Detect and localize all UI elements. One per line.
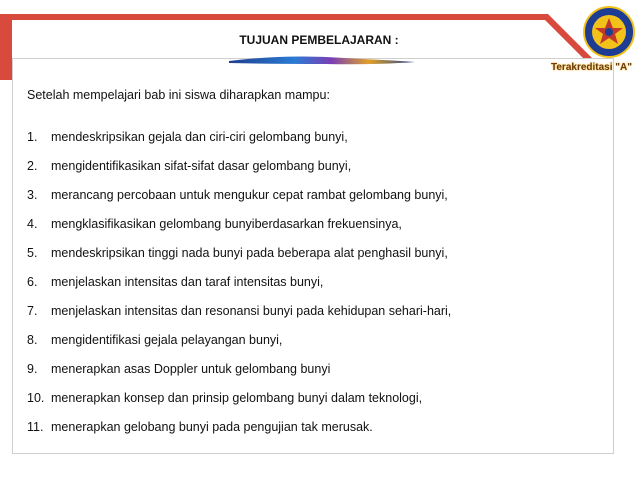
item-text: menerapkan konsep dan prinsip gelombang bunyi dalam teknologi, xyxy=(51,391,423,405)
item-text: mengklasifikasikan gelombang bunyiberdasarkan frekuensinya, xyxy=(51,217,402,231)
item-number: 3. xyxy=(27,188,38,202)
list-item xyxy=(27,389,451,418)
item-text: mengidentifikasi gejala pelayangan bunyi, xyxy=(51,333,283,347)
item-number: 8. xyxy=(27,333,38,347)
university-emblem-icon xyxy=(580,4,638,60)
item-text: menerapkan asas Doppler untuk gelombang bunyi xyxy=(51,362,331,376)
list-item xyxy=(27,186,451,215)
item-text: merancang percobaan untuk mengukur cepat rambat gelombang bunyi, xyxy=(51,188,448,202)
list-item xyxy=(27,331,451,360)
accreditation-badge: Terakreditasi "A" xyxy=(551,62,632,73)
list-item xyxy=(27,128,451,157)
page-title: TUJUAN PEMBELAJARAN : xyxy=(239,33,399,47)
rainbow-underline-decoration xyxy=(225,52,417,68)
item-number: 7. xyxy=(27,304,38,318)
list-item xyxy=(27,273,451,302)
item-number: 6. xyxy=(27,275,38,289)
item-number: 1. xyxy=(27,130,38,144)
list-item xyxy=(27,360,451,389)
item-text: menjelaskan intensitas dan taraf intensitas bunyi, xyxy=(51,275,324,289)
list-item xyxy=(27,215,451,244)
list-item xyxy=(27,418,451,447)
item-number: 9. xyxy=(27,362,38,376)
item-number: 2. xyxy=(27,159,38,173)
item-number: 5. xyxy=(27,246,38,260)
list-item xyxy=(27,302,451,331)
item-text: mendeskripsikan gejala dan ciri-ciri gelombang bunyi, xyxy=(51,130,348,144)
item-number: 4. xyxy=(27,217,38,231)
item-text: mengidentifikasikan sifat-sifat dasar gelombang bunyi, xyxy=(51,159,352,173)
list-item xyxy=(27,244,451,273)
list-item xyxy=(27,157,451,186)
item-text: menerapkan gelobang bunyi pada pengujian tak merusak. xyxy=(51,420,373,434)
item-text: mendeskripsikan tinggi nada bunyi pada beberapa alat penghasil bunyi, xyxy=(51,246,448,260)
intro-text: Setelah mempelajari bab ini siswa diharapkan mampu: xyxy=(27,88,330,102)
objectives-list xyxy=(27,128,451,447)
item-text: menjelaskan intensitas dan resonansi bunyi pada kehidupan sehari-hari, xyxy=(51,304,452,318)
item-number: 10. xyxy=(27,391,45,405)
item-number: 11. xyxy=(27,420,44,434)
